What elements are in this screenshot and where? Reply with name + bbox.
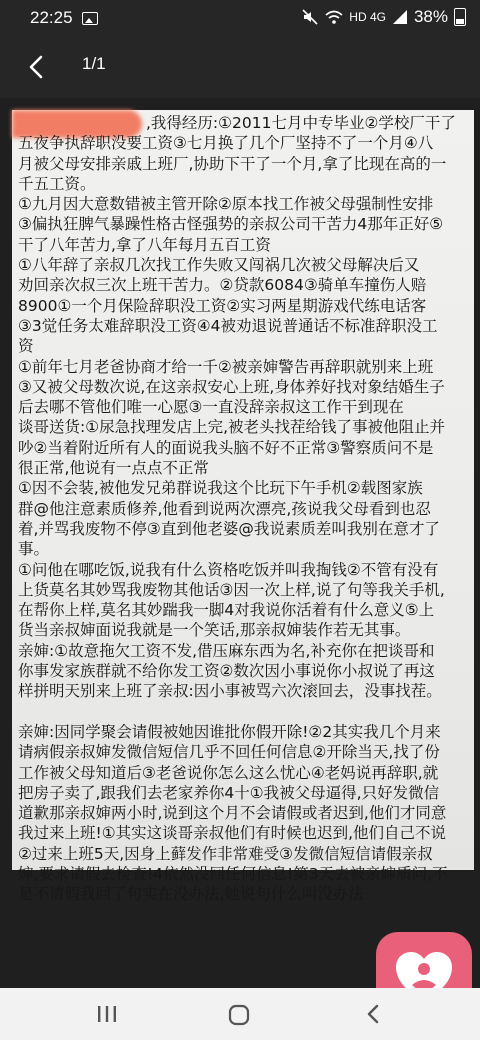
- recent-apps-icon[interactable]: [96, 1004, 118, 1024]
- document-line: ③偏执狂脾气暴躁性格古怪强势的亲叔公司干苦力4那年正好⑤: [18, 215, 444, 234]
- status-bar: [0, 0, 480, 36]
- navigation-bar: [0, 988, 480, 1040]
- document-line: ①八年辞了亲叔几次找工作失败又闯祸几次被父母解决后又: [18, 256, 420, 275]
- document-line: 千五工资。: [18, 174, 96, 193]
- battery-percent: 38%: [413, 7, 448, 26]
- home-icon[interactable]: [228, 1004, 250, 1026]
- document-line: ①前年七月老爸协商才给一千②被亲婶警告再辞职就别来上班: [18, 357, 434, 376]
- document-line: ③3觉任务太难辞职没工资④4被劝退说普通话不标准辞职没工: [18, 316, 438, 335]
- document-line: 五夜争执辞职没要工资③七月换了几个厂坚持不了一个月④八: [18, 134, 434, 153]
- document-line: 资: [18, 337, 34, 356]
- status-time: 22:25: [30, 8, 73, 27]
- document-line: 8900①一个月保险辞职没工资②实习两星期游戏代练电话客: [18, 296, 427, 315]
- document-line: 月被父母安排亲戚上班厂,协助下干了一个月,拿了比现在高的一: [18, 154, 447, 173]
- document-line: 亲婶:因同学聚会请假被她因谁批你假开除!②2其实我几个月来: [18, 722, 441, 741]
- document-line: 后去哪不管他们唯一心愿③一直没辞亲叔这工作干到现在: [18, 398, 404, 417]
- document-line: 工作被父母知道后③老爸说你怎么这么忧心④老妈说再辞职,就: [18, 763, 439, 782]
- document-line: [18, 702, 470, 722]
- document-line: 群@他注意素质修养,他看到说两次漂亮,孩说我父母看到也忍: [18, 499, 431, 518]
- status-indicators: [301, 7, 466, 27]
- document-line: 我过来上班!①其实这谈哥亲叔他们有时候也迟到,他们自己不说: [18, 824, 447, 843]
- battery-icon: [454, 8, 466, 26]
- document-line: 把房子卖了,跟我们去老家养你4十①我被父母逼得,只好发微信: [18, 783, 440, 802]
- nav-back-icon[interactable]: [364, 1004, 384, 1024]
- image-viewer[interactable]: [0, 98, 480, 988]
- signal-icon: [392, 9, 408, 25]
- document-line: 你事发家族群就不给你发工资②数次因小事说你小叔说了再这: [18, 662, 435, 681]
- document-line: 在帮你上样,莫名其妙踹我一脚4对我说你活着有什么意义⑤上: [18, 601, 435, 620]
- document-line: 上货莫名其妙骂我废物其他话③因一次上样,说了句等我关手机,: [18, 580, 445, 599]
- document-photo: [12, 110, 474, 904]
- document-line: 谈哥送货:①尿急找理发店上完,被老头找茬给钱了事被他阻止并: [18, 418, 446, 437]
- page-counter: 1/1: [82, 54, 106, 73]
- document-line: ,我得经历:①2011七月中专毕业②学校厂干了: [146, 114, 456, 132]
- document-line: 很正常,他说有一点点不正常: [18, 459, 209, 478]
- mute-icon: [301, 8, 319, 26]
- document-line: 吵②当着附近所有人的面说我头脑不好不正常③警察质问不是: [18, 438, 434, 457]
- back-arrow-icon[interactable]: [22, 52, 52, 82]
- picture-icon: [82, 12, 98, 25]
- document-line: 货当亲叔婶面说我就是一个笑话,那亲叔婶装作若无其事。: [18, 621, 411, 640]
- document-line: ②过来上班5天,因身上藓发作非常难受③发微信短信请假亲叔: [18, 844, 433, 863]
- document-line: 事。: [18, 540, 50, 559]
- document-line: ①因不会装,被他发兄弟群说我这个比玩下午手机②载图家族: [18, 479, 423, 498]
- document-line: 婶,要求请假去检查!4依然没回任何信息!第3天去被亲婶质问,不: [18, 864, 448, 883]
- document-line: ③又被父母数次说,在这亲叔安心上班,身体养好找对象结婚生子: [18, 377, 445, 396]
- document-line: 道歉那亲叔婶两小时,说到这个月不会请假或者迟到,他们才同意: [18, 804, 447, 823]
- network-type: HD 4G: [349, 10, 386, 24]
- document-line: 着,并骂我废物不停③直到他老婆@我说素质差叫我别在意才了: [18, 519, 440, 538]
- document-line: ①问他在哪吃饭,说我有什么资格吃饭并叫我掏钱②不管有没有: [18, 560, 439, 579]
- document-text: [18, 113, 470, 905]
- document-line: 亲婶:①故意拖欠工资不发,借压麻东西为名,补充你在把谈哥和: [18, 641, 435, 660]
- app-bar: [0, 36, 480, 98]
- document-line: 干了八年苦力,拿了八年每月五百工资: [18, 235, 271, 254]
- document-line: 请病假亲叔婶发微信短信几乎不回任何信息②开除当天,找了份: [18, 743, 440, 762]
- document-line: 是不请假我回了句实在没办法,她说句什么叫没办法: [18, 885, 364, 904]
- wifi-icon: [325, 9, 343, 25]
- document-line: 样拼明天别来上班了亲叔:因小事被骂六次滚回去，没事找茬。: [18, 682, 442, 701]
- document-line: ①九月因大意数错被主管开除②原本找工作被父母强制性安排: [18, 195, 434, 214]
- document-line: 劝回亲次叔三次上班干苦力。②贷款6084③骑单车撞伤人赔: [18, 276, 427, 295]
